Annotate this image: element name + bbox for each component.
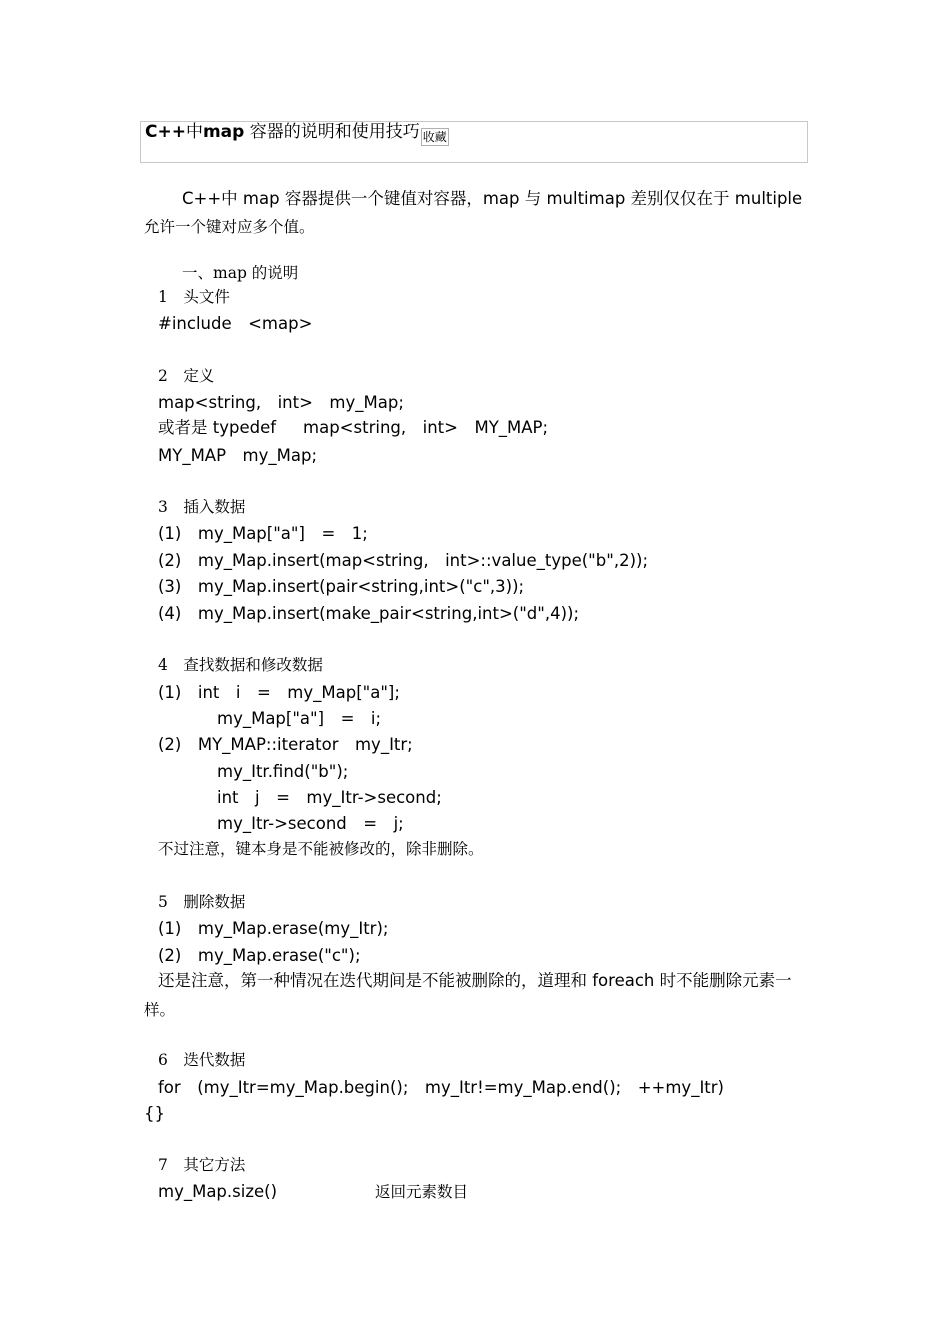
section-heading-1: 一、map 的说明 xyxy=(182,264,299,282)
s4-code-5: my_Itr->second = j; xyxy=(217,814,404,833)
s7-method-desc: 返回元素数目 xyxy=(375,1183,469,1201)
s6-heading: 6 迭代数据 xyxy=(158,1051,246,1069)
s4-code-1: my_Map["a"] = i; xyxy=(217,709,382,728)
title-part-zhong: 中 xyxy=(185,122,203,142)
s6-code-1: for (my_Itr=my_Map.begin(); my_Itr!=my_Map.end(); ++my_Itr) xyxy=(158,1078,724,1097)
s4-code-0: (1) int i = my_Map["a"]; xyxy=(158,683,400,702)
article-title-box xyxy=(140,121,808,163)
title-part-rest: 容器的说明和使用技巧 xyxy=(249,122,420,142)
s1-code-0: #include <map> xyxy=(158,314,313,333)
s5-heading: 5 删除数据 xyxy=(158,893,246,911)
s3-code-2: (3) my_Map.insert(pair<string,int>("c",3)); xyxy=(158,577,525,596)
article-title xyxy=(145,122,449,142)
s2-heading: 2 定义 xyxy=(158,367,215,385)
s3-code-0: (1) my_Map["a"] = 1; xyxy=(158,524,368,543)
s6-code-2: {} xyxy=(144,1104,165,1123)
s5-code-1: (2) my_Map.erase("c"); xyxy=(158,946,361,965)
s2-code-0: map<string, int> my_Map; xyxy=(158,393,404,412)
s5-note-1: 还是注意，第一种情况在迭代期间是不能被删除的，道理和 foreach 时不能删除元素一 xyxy=(158,971,792,990)
s7-heading: 7 其它方法 xyxy=(158,1156,246,1174)
s4-code-4: int j = my_Itr->second; xyxy=(217,788,442,807)
s2-code-1: 或者是 typedef map<string, int> MY_MAP; xyxy=(158,418,549,437)
s5-note-2: 样。 xyxy=(144,1001,176,1019)
s4-note: 不过注意，键本身是不能被修改的，除非删除。 xyxy=(158,840,484,858)
s2-code-2: MY_MAP my_Map; xyxy=(158,446,318,465)
title-part-map: map xyxy=(202,122,245,142)
s3-code-3: (4) my_Map.insert(make_pair<string,int>("d",4)); xyxy=(158,604,580,623)
s3-code-1: (2) my_Map.insert(map<string, int>::value_type("b",2)); xyxy=(158,551,648,570)
s7-method: my_Map.size() xyxy=(158,1182,278,1201)
title-part-cpp: C++ xyxy=(145,122,186,142)
s1-heading: 1 头文件 xyxy=(158,288,230,306)
s3-heading: 3 插入数据 xyxy=(158,498,246,516)
s5-code-0: (1) my_Map.erase(my_Itr); xyxy=(158,919,389,938)
s4-code-3: my_Itr.find("b"); xyxy=(217,762,349,781)
intro-line-2: 允许一个键对应多个值。 xyxy=(144,218,315,236)
intro-line-1: C++中 map 容器提供一个键值对容器，map 与 multimap 差别仅仅在于 multiple xyxy=(182,189,803,208)
s4-heading: 4 查找数据和修改数据 xyxy=(158,656,323,674)
favorite-button[interactable]: 收藏 xyxy=(422,130,447,144)
s4-code-2: (2) MY_MAP::iterator my_Itr; xyxy=(158,735,413,754)
